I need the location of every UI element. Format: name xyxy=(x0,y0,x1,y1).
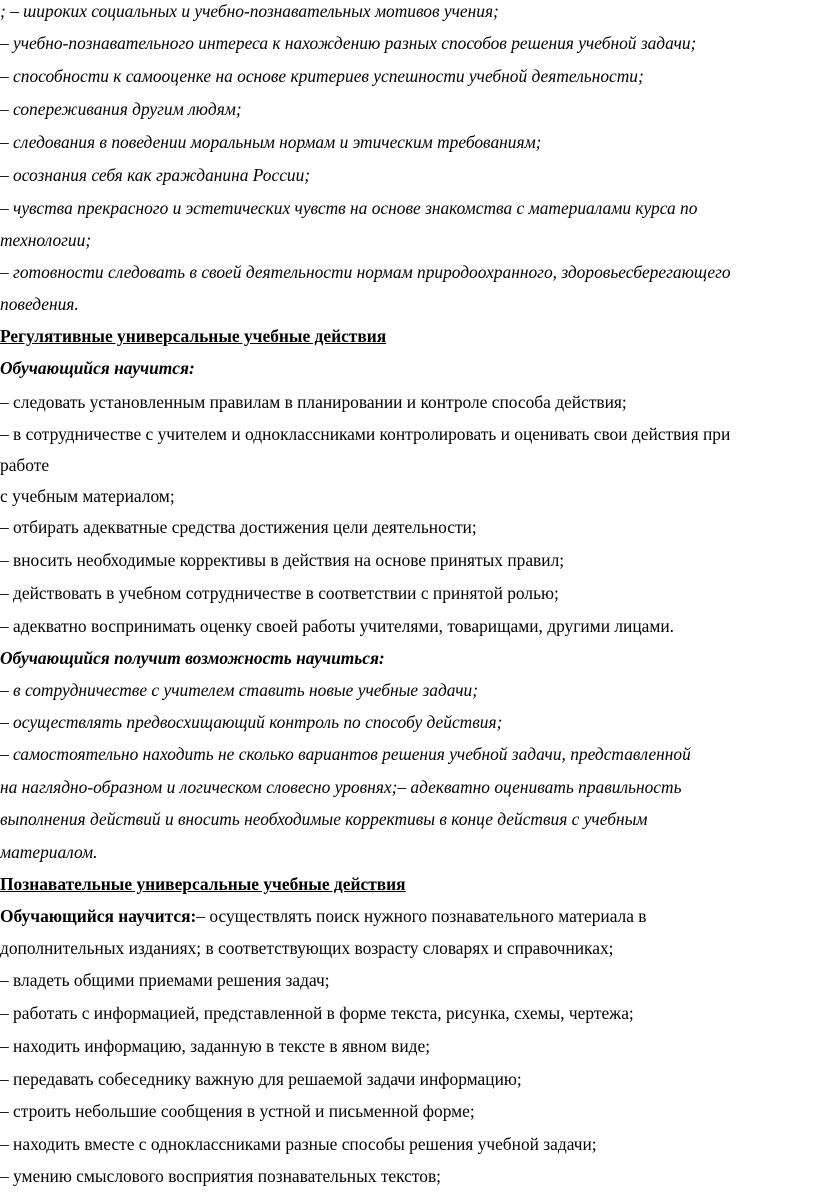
cognitive-item-7: – находить вместе с одноклассниками разные способы решения учебной задачи; xyxy=(0,1134,597,1154)
personal-item-8-cont: поведения. xyxy=(0,294,79,314)
cognitive-item-1-cont: дополнительных изданиях; в соответствующих возрасту словарях и справочниках; xyxy=(0,938,614,958)
personal-item-4: – сопереживания другим людям; xyxy=(0,99,242,119)
opportunity-item-4-cont: материалом. xyxy=(0,842,98,862)
cognitive-item-4: – находить информацию, заданную в тексте в явном виде; xyxy=(0,1036,431,1056)
personal-item-7: – чувства прекрасного и эстетических чувств на основе знакомства с материалами курса по xyxy=(0,198,698,218)
cognitive-item-1: – осуществлять поиск нужного познавательного материала в xyxy=(196,906,647,926)
regulative-item-3: – отбирать адекватные средства достижения цели деятельности; xyxy=(0,517,477,537)
opportunity-item-2: – осуществлять предвосхищающий контроль по способу действия; xyxy=(0,712,503,732)
regulative-item-5: – действовать в учебном сотрудничестве в соответствии с принятой ролью; xyxy=(0,583,559,603)
opportunity-item-3: – самостоятельно находить не сколько вариантов решения учебной задачи, представленной xyxy=(0,744,691,764)
personal-item-2: – учебно-познавательного интереса к нахождению разных способов решения учебной задачи; xyxy=(0,33,697,53)
opportunity-item-1: – в сотрудничестве с учителем ставить новые учебные задачи; xyxy=(0,680,478,700)
cognitive-item-3: – работать с информацией, представленной в форме текста, рисунка, схемы, чертежа; xyxy=(0,1003,634,1023)
regulative-item-1: – следовать установленным правилам в планировании и контроле способа действия; xyxy=(0,392,627,412)
regulative-item-2-cont2: с учебным материалом; xyxy=(0,486,175,506)
cognitive-item-6: – строить небольшие сообщения в устной и письменной форме; xyxy=(0,1101,475,1121)
opportunity-item-4: выполнения действий и вносить необходимые коррективы в конце действия с учебным xyxy=(0,809,648,829)
cognitive-item-8: – умению смыслового восприятия познавательных текстов; xyxy=(0,1166,441,1186)
cognitive-heading: Познавательные универсальные учебные действия xyxy=(0,874,406,894)
regulative-item-4: – вносить необходимые коррективы в действия на основе принятых правил; xyxy=(0,550,565,570)
regulative-item-2-cont: работе xyxy=(0,455,50,475)
regulative-will-learn-label: Обучающийся научится: xyxy=(0,358,195,378)
cognitive-first-line xyxy=(0,905,647,927)
regulative-opportunity-label: Обучающийся получит возможность научиться: xyxy=(0,648,385,668)
cognitive-item-5: – передавать собеседнику важную для решаемой задачи информацию; xyxy=(0,1069,522,1089)
personal-item-8: – готовности следовать в своей деятельности нормам природоохранного, здоровьесберегающего xyxy=(0,262,731,282)
regulative-item-2: – в сотрудничестве с учителем и одноклассниками контролировать и оценивать свои действия при xyxy=(0,424,731,444)
personal-item-7-cont: технологии; xyxy=(0,230,92,250)
personal-item-1: ; – широких социальных и учебно-познавательных мотивов учения; xyxy=(0,1,499,21)
personal-item-6: – осознания себя как гражданина России; xyxy=(0,165,311,185)
personal-item-3: – способности к самооценке на основе критериев успешности учебной деятельности; xyxy=(0,66,644,86)
cognitive-will-learn-label: Обучающийся научится: xyxy=(0,906,197,926)
regulative-heading: Регулятивные универсальные учебные действия xyxy=(0,326,387,346)
regulative-item-6: – адекватно воспринимать оценку своей работы учителями, товарищами, другими лицами. xyxy=(0,616,675,636)
cognitive-item-2: – владеть общими приемами решения задач; xyxy=(0,970,330,990)
personal-item-5: – следования в поведении моральным нормам и этическим требованиям; xyxy=(0,132,542,152)
opportunity-item-3-cont: на наглядно-образном и логическом словесно уровнях;– адекватно оценивать правильность xyxy=(0,777,682,797)
